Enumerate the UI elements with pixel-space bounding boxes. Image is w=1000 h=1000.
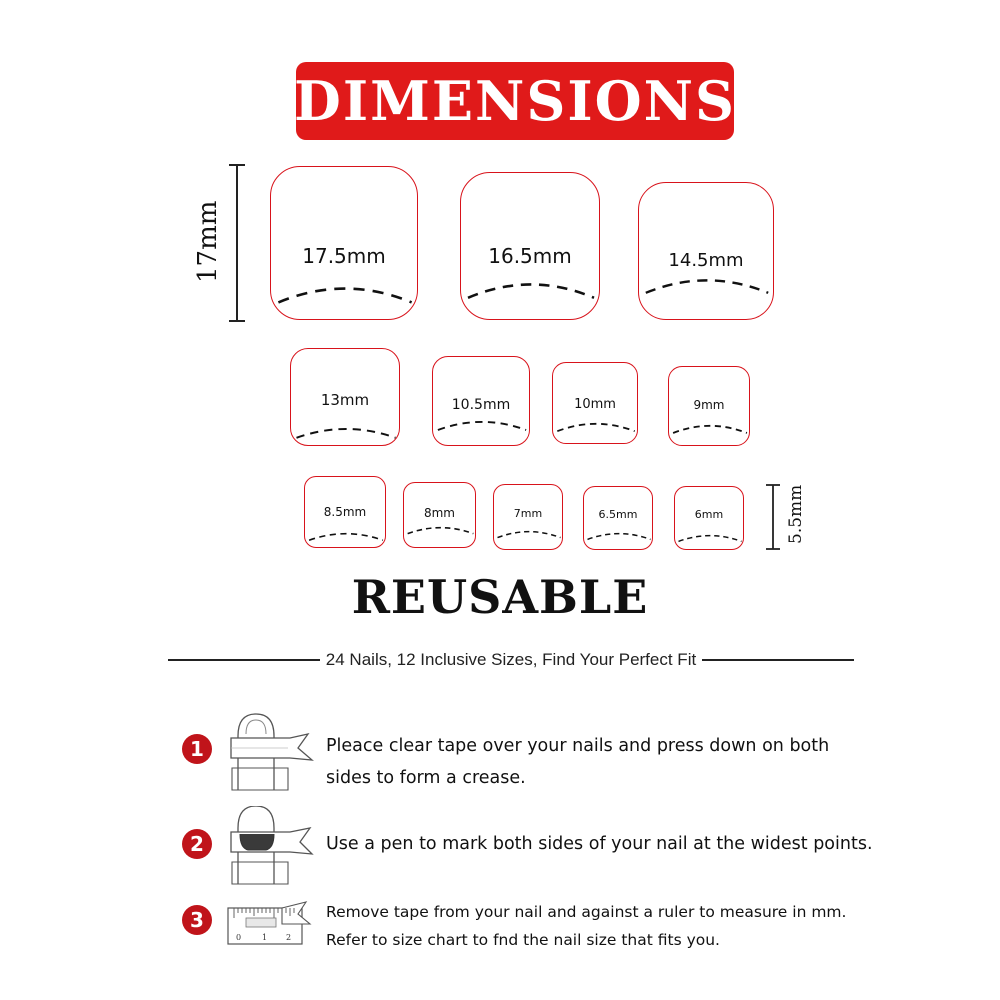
nail-size-8: [403, 482, 476, 548]
tagline-row: [168, 648, 854, 672]
ruler-tick-label: 1: [262, 933, 268, 942]
step-2-instructions: [326, 828, 906, 860]
nail-size-label: 16.5mm: [488, 244, 572, 268]
nail-size-17-5: [270, 166, 418, 320]
title-banner: [293, 62, 737, 140]
nail-size-label: 10mm: [574, 396, 616, 412]
nail-size-14-5: [638, 182, 774, 320]
nail-size-label: 17.5mm: [302, 244, 386, 268]
free-edge-dash-line: [461, 173, 601, 321]
step-number-badge: [181, 828, 213, 860]
height-marker-large: [225, 163, 249, 323]
mark-nail-width-illustration: [228, 806, 320, 886]
step-text-line: Pleace clear tape over your nails and press down on both: [326, 736, 830, 756]
step-number-badge: [181, 733, 213, 765]
free-edge-dash-line: [305, 477, 387, 549]
nail-size-label: 9mm: [693, 398, 725, 413]
nail-size-6-5: [583, 486, 653, 550]
nail-size-16-5: [460, 172, 600, 320]
nail-size-6: [674, 486, 744, 550]
nail-size-label: 10.5mm: [451, 396, 511, 413]
nail-size-7: [493, 484, 563, 550]
free-edge-dash-line: [404, 483, 477, 549]
free-edge-dash-line: [639, 183, 775, 321]
nail-size-label: 13mm: [320, 391, 370, 410]
free-edge-dash-line: [271, 167, 419, 321]
nail-size-10: [552, 362, 638, 444]
step-3-instructions: [326, 898, 906, 954]
page-title: DIMENSIONS: [293, 69, 737, 133]
free-edge-dash-line: [553, 363, 639, 445]
step-text-line: Remove tape from your nail and against a ruler to measure in mm.: [326, 903, 847, 921]
nail-size-13: [290, 348, 400, 446]
headline-reusable: REUSABLE: [351, 570, 649, 624]
free-edge-dash-line: [494, 485, 564, 551]
free-edge-dash-line: [584, 487, 654, 551]
step-text-line: Refer to size chart to fnd the nail size that fits you.: [326, 931, 720, 949]
tagline-rule-right: [702, 659, 854, 661]
free-edge-dash-line: [291, 349, 401, 447]
step-number: 2: [190, 832, 204, 856]
nail-size-label: 8mm: [423, 506, 455, 521]
nail-size-label: 6.5mm: [598, 507, 638, 521]
nail-size-label: 14.5mm: [668, 250, 744, 272]
height-marker-small: [763, 483, 783, 551]
free-edge-dash-line: [433, 357, 531, 447]
nail-size-label: 7mm: [513, 506, 543, 520]
nail-size-8-5: [304, 476, 386, 548]
step-text-line: sides to form a crease.: [326, 768, 526, 788]
step-number: 3: [190, 908, 204, 932]
ruler-tick-label: 0: [236, 933, 242, 942]
nail-size-10-5: [432, 356, 530, 446]
tagline-rule-left: [168, 659, 320, 661]
step-number-badge: [181, 904, 213, 936]
tape-over-nail-illustration: [228, 712, 320, 792]
free-edge-dash-line: [669, 367, 751, 447]
ruler-tick-label: 2: [286, 933, 292, 942]
free-edge-dash-line: [675, 487, 745, 551]
step-number: 1: [190, 737, 204, 761]
nail-size-label: 6mm: [694, 507, 724, 521]
height-label-large: 17mm: [193, 200, 223, 283]
height-label-small: 5.5mm: [786, 484, 806, 544]
step-text-line: Use a pen to mark both sides of your nail at the widest points.: [326, 834, 873, 854]
tagline: 24 Nails, 12 Inclusive Sizes, Find Your Perfect Fit: [325, 650, 697, 669]
step-1-instructions: [326, 730, 886, 794]
nail-size-label: 8.5mm: [323, 505, 367, 520]
nail-size-9: [668, 366, 750, 446]
ruler-measure-illustration: [226, 898, 318, 948]
